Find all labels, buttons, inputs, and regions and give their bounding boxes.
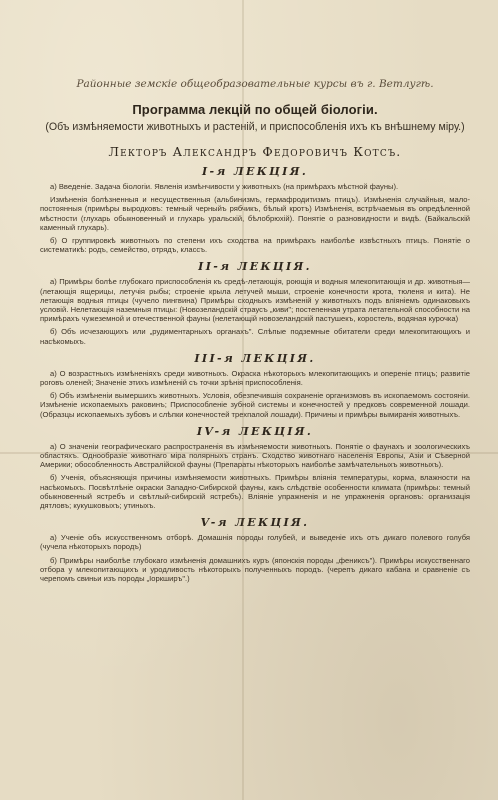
lecture-4 bbox=[40, 425, 470, 510]
document-subtitle: (Объ измѣняемости животныхъ и растенiй, и приспособленiя ихъ къ внѣшнему мiру.) bbox=[45, 121, 465, 133]
lecture-heading: V-я ЛЕКЦIЯ. bbox=[200, 516, 310, 530]
lecture-paragraph: Измѣненiя болѣзненныя и несущественныя (альбинизмъ, гермафродитизмъ птицъ). Измѣненiя случайныя, мало-постоянныя (примѣры выродковъ: темный черныйъ рябчикъ, бѣлый кротъ) Измѣненiя, встрѣчаемыя въ опредѣленной мѣстности (глухарь обыкновенный и глухарь уральскiй, бѣлобрюхiй). Понятiе о разновидности и видѣ. (Байкальскiй каменный глухарь). bbox=[40, 195, 470, 232]
document-header: Районные земскiе общеобразовательные курсы въ г. Ветлугѣ. bbox=[76, 78, 434, 90]
lecture-heading: II-я ЛЕКЦIЯ. bbox=[198, 260, 312, 274]
lecturer-name: Лекторъ Александръ Федоровичъ Котсъ. bbox=[108, 144, 402, 159]
lecture-paragraph: б) Объ измѣненiи вымершихъ животныхъ. Условiя, обезпечившiя сохраненiе организмовъ въ ископаемомъ состоянiи. Измѣненiе ископаемыхъ раковинъ; Приспособленiе зубной системы и конечностей у предковъ современной лошади. (Образцы ископаемыхъ зубовъ и слѣпки конечностей трехпалой лошади). Причины и примѣры вымиранiя животныхъ. bbox=[40, 391, 470, 419]
lecture-paragraph: б) Объ исчезающихъ или „рудиментарныхъ органахъ". Слѣпые подземные обитатели среди млекопитающихъ и насѣкомыхъ. bbox=[40, 327, 470, 346]
lecture-3 bbox=[40, 352, 470, 419]
lecture-5 bbox=[40, 516, 470, 583]
paper-fold-vertical bbox=[242, 0, 244, 800]
lecture-2 bbox=[40, 260, 470, 345]
paper-fold-horizontal bbox=[0, 452, 498, 454]
lecture-heading: I-я ЛЕКЦIЯ. bbox=[201, 165, 309, 178]
lecture-paragraph: а) Примѣры болѣе глубокаго приспособленiя къ средѣ-летающiя, роющiя и водныя млекопитающiя и др. животныя—(летающiя ящерицы, летучiя рыбы; строенiе крыла летучей мыши, строенiе конечности крота, тюленя и кита). Не летающiя водныя птицы (чучело пингвина) Примѣры сходныхъ измѣненiй у животныхъ подъ влiянiемъ одинаковыхъ условiй. Нелетающiя наземныя птицы: (Новозеландскiй страусъ „киви"; постепенная утрата летательной способности на примѣрахъ чужеземной и отечественной фауны (нелетающiй новозеландскiй пастушекъ, коростель, водяная курочка) bbox=[40, 277, 470, 324]
lecture-paragraph: а) Ученiе объ искусственномъ отборѣ. Домашнiя породы голубей, и выведенiе ихъ отъ дикаго полевого голубя (чучела нѣкоторыхъ породъ) bbox=[40, 533, 470, 552]
document-title: Программа лекцiй по общей бiологiи. bbox=[132, 102, 378, 117]
lecture-heading: III-я ЛЕКЦIЯ. bbox=[194, 351, 316, 365]
lecture-paragraph: а) Введенiе. Задача бiологiи. Явленiя измѣнчивости у животныхъ (на примѣрахъ мѣстной фауны). bbox=[50, 182, 399, 191]
lecture-paragraph: а) О возрастныхъ измѣненiяхъ среди животныхъ. Окраска нѣкоторыхъ млекопитающихъ и оперенiе птицъ; развитiе роговъ оленей; Значенiе этихъ измѣненiй съ точки зрѣнiя приспособленiя. bbox=[40, 368, 470, 388]
lecture-1 bbox=[40, 165, 470, 254]
lecture-paragraph: а) О значенiи географическаго распространенiя въ измѣняемости животныхъ. Понятiе о фаунахъ и зоологическихъ областяхъ. Однообразiе животнаго мiра полярныхъ странъ. Сходство животнаго населенiя Европы, Азiи и Сѣверной Америки; обособленность Австралiйской фауны (Препараты нѣкоторыхъ наиболѣе замѣчательныхъ животныхъ). bbox=[40, 441, 470, 470]
lecture-paragraph: б) О группировкѣ животныхъ по степени ихъ сходства на примѣрахъ наиболѣе извѣстныхъ птицъ. Понятiе о систематикѣ: родъ, семейство, отрядъ, классъ. bbox=[40, 236, 470, 255]
lecture-paragraph: б) Ученiя, объясняющiя причины измѣняемости животныхъ. Примѣры влiянiя температуры, корма, влажности на насѣкомыхъ. Посвѣтлѣнiе окраски Западно-Сибирской фауны, какъ слѣдствiе особенности климата (примѣры: темный обыкновенный ястребъ и свѣтлый-сибирскiй ястребъ). Влiянiе упражненiя и не упражненiя органовъ: организацiя дятловъ; кукушковыхъ; утиныхъ. bbox=[40, 473, 470, 511]
lecture-paragraph: б) Примѣры наиболѣе глубокаго измѣненiя домашнихъ куръ (японскiя породы „фениксъ"). Примѣры искусственнаго отбора у млекопитающихъ и уродливость нѣкоторыхъ полученныхъ породъ. (черепъ дикаго кабана и сравненiе съ черепомъ свиньи изъ породы „Іоркширъ".) bbox=[40, 555, 470, 584]
lecture-heading: IV-я ЛЕКЦIЯ. bbox=[196, 424, 314, 438]
